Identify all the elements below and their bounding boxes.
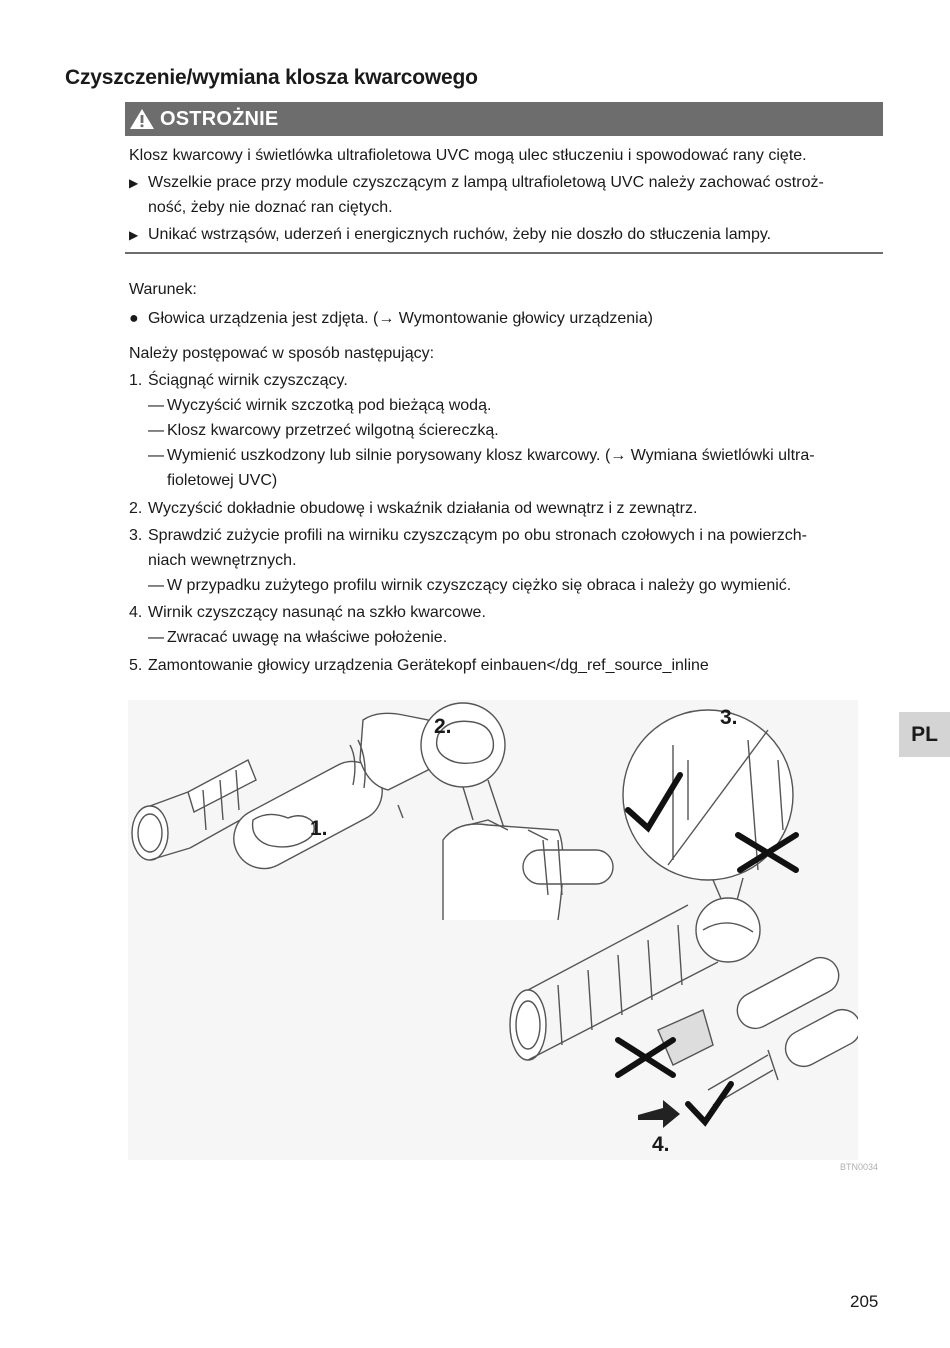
step-1-sub: — Wyczyścić wirnik szczotką pod bieżącą wodą. xyxy=(148,397,492,414)
caution-banner xyxy=(125,102,883,136)
step-2: 2. Wyczyścić dokładnie obudowę i wskaźnik działania od wewnątrz i z zewnątrz. xyxy=(129,500,698,517)
step-1-sub-continuation: fioletowej UVC) xyxy=(167,472,278,489)
warning-item: ▶ Wszelkie prace przy module czyszczącym z lampą ultrafioletową UVC należy zachować ostroż- xyxy=(129,170,824,196)
step-3-continuation: niach wewnętrznych. xyxy=(148,552,297,569)
procedure-intro: Należy postępować w sposób następujący: xyxy=(129,345,435,362)
step-4-sub: — Zwracać uwagę na właściwe położenie. xyxy=(148,629,448,646)
step-1: 1. Ściągnąć wirnik czyszczący. xyxy=(129,372,348,389)
step-4: 4. Wirnik czyszczący nasunąć na szkło kwarcowe. xyxy=(129,604,486,621)
caution-label: OSTROŻNIE xyxy=(160,107,279,130)
triangle-bullet-icon: ▶ xyxy=(129,228,139,242)
step-1-sub: — Wymienić uszkodzony lub silnie porysowany klosz kwarcowy. (→ Wymiana świetlówki ultra- xyxy=(148,447,815,464)
warning-intro: Klosz kwarcowy i świetlówka ultrafioletowa UVC mogą ulec stłuczeniu i spowodować rany cięte. xyxy=(129,147,807,164)
language-tab: PL xyxy=(899,712,950,757)
warning-item-continuation: ność, żeby nie doznać ran ciętych. xyxy=(148,199,393,216)
figure-code: BTN0034 xyxy=(840,1162,879,1172)
step-5: 5. Zamontowanie głowicy urządzenia Gerätekopf einbauen</dg_ref_source_inline xyxy=(129,657,709,674)
section-heading: Czyszczenie/wymiana klosza kwarcowego xyxy=(65,66,478,89)
condition-item: ● Głowica urządzenia jest zdjęta. (→ Wymontowanie głowicy urządzenia) xyxy=(129,306,653,332)
callout-label: 3. xyxy=(720,706,738,729)
warning-item: ▶ Unikać wstrząsów, uderzeń i energicznych ruchów, żeby nie doszło do stłuczenia lampy. xyxy=(129,222,771,248)
rotor-assembly-drawing xyxy=(510,905,858,1128)
condition-label: Warunek: xyxy=(129,281,197,298)
page-number: 205 xyxy=(850,1292,879,1311)
callout-label: 1. xyxy=(310,817,328,840)
step-3: 3. Sprawdzić zużycie profili na wirniku czyszczącym po obu stronach czołowych i na powierzch- xyxy=(129,527,807,544)
warning-triangle-icon xyxy=(129,107,155,131)
profile-check-drawing xyxy=(623,710,793,962)
rotor-cleaning-drawing xyxy=(132,713,431,879)
bullet-dot-icon: ● xyxy=(129,310,139,327)
triangle-bullet-icon: ▶ xyxy=(129,176,139,190)
callout-label: 2. xyxy=(434,715,452,738)
callout-label: 4. xyxy=(652,1133,670,1156)
caution-separator xyxy=(125,252,883,254)
cleaning-illustration xyxy=(128,700,858,1160)
step-1-sub: — Klosz kwarcowy przetrzeć wilgotną ściereczką. xyxy=(148,422,499,439)
step-3-sub: — W przypadku zużytego profilu wirnik czyszczący ciężko się obraca i należy go wymienić. xyxy=(148,577,792,594)
